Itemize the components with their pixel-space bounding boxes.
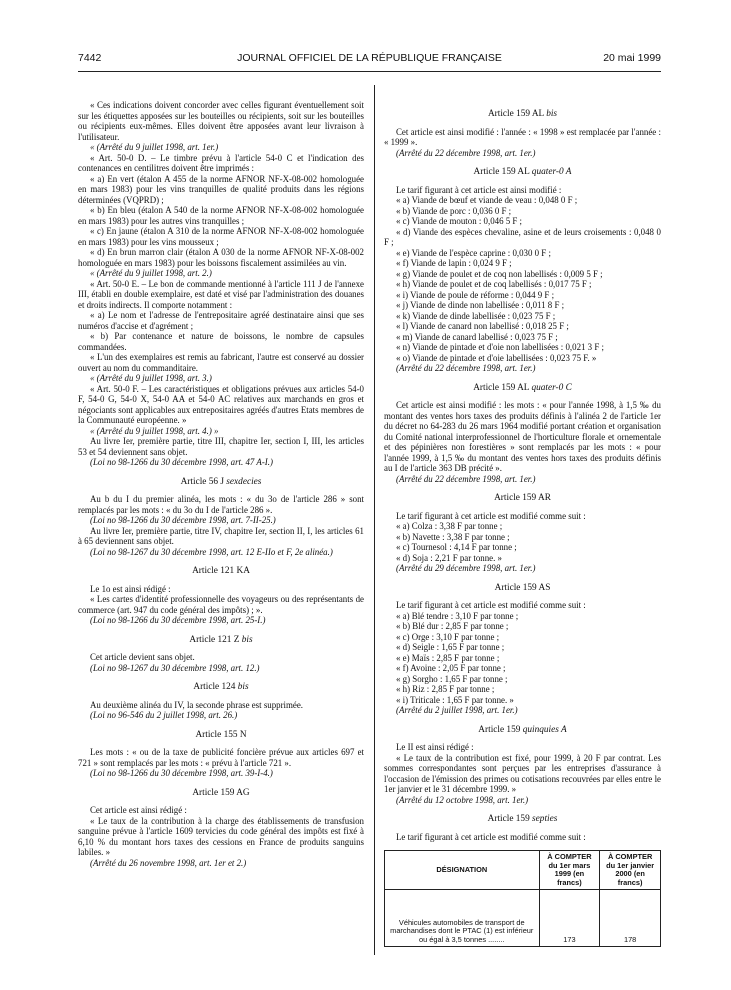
paragraph: Les mots : « ou de la taxe de publicité foncière prévue aux articles 697 et 721 » sont remplacés par les mots : « prévu à l'article 721 ». bbox=[78, 747, 364, 768]
article-heading-suffix: sexdecies bbox=[226, 476, 262, 487]
article-heading bbox=[384, 109, 661, 120]
legal-reference: (Arrêté du 22 décembre 1998, art. 1er.) bbox=[396, 363, 536, 373]
left-column bbox=[78, 100, 364, 868]
legal-reference: (Loi no 98-1266 du 30 décembre 1998, art. 25-I.) bbox=[90, 615, 266, 625]
paragraph: Le tarif figurant à cet article est modifié comme suit : bbox=[396, 510, 586, 521]
paragraph: « j) Viande de dinde non labellisée : 0,011 8 F ; bbox=[396, 300, 565, 310]
paragraph: « Le taux de la contribution est fixé, pour 1999, à 20 F par contrat. Les sommes correspondantes sont perçues par les entreprises d'assurance à l'occasion de l'émission des primes ou cotisations recouvrées par elles entre le 1er janvier et le 31 décembre 1999. » bbox=[384, 752, 661, 794]
legal-reference: « (Arrêté du 9 juillet 1998, art. 3.) bbox=[90, 373, 212, 383]
paragraph: « h) Riz : 2,85 F par tonne ; bbox=[396, 684, 495, 694]
column-divider bbox=[374, 85, 375, 955]
article-heading-suffix: quater-0 A bbox=[531, 167, 572, 177]
legal-reference: « (Arrêté du 9 juillet 1998, art. 1er.) bbox=[90, 142, 219, 152]
paragraph: « i) Viande de poule de réforme : 0,044 9 F ; bbox=[396, 289, 555, 300]
paragraph: « c) En jaune (étalon A 310 de la norme AFNOR NF-X-08-002 homologuée en mars 1983) pour les vins mousseux ; bbox=[78, 226, 364, 247]
paragraph: « o) Viande de pintade et d'oie labellisées : 0,023 75 F. » bbox=[396, 352, 597, 363]
table-row bbox=[385, 890, 661, 947]
article-heading-text: Article 159 AG bbox=[192, 787, 250, 798]
issue-date: 20 mai 1999 bbox=[603, 52, 661, 64]
paragraph: « b) Navette : 3,38 F par tonne ; bbox=[396, 531, 510, 542]
article-heading-text: Article 159 AL bbox=[473, 382, 532, 393]
paragraph: Le 1o est ainsi rédigé : bbox=[90, 583, 171, 594]
paragraph: « a) Colza : 3,38 F par tonne ; bbox=[396, 521, 503, 531]
article-heading bbox=[78, 635, 364, 646]
article-heading bbox=[78, 477, 364, 488]
article-heading-suffix: bis bbox=[546, 109, 558, 119]
paragraph: « h) Viande de poulet et de coq labellisés : 0,017 75 F ; bbox=[396, 279, 592, 289]
article-heading-text: Article 56 J bbox=[180, 476, 227, 487]
paragraph: Cet article est ainsi modifié : l'année : « 1998 » est remplacée par l'année : « 1999 ». bbox=[384, 126, 661, 147]
header-designation: DÉSIGNATION bbox=[385, 851, 540, 890]
legal-reference: (Arrêté du 29 décembre 1998, art. 1er.) bbox=[396, 563, 536, 573]
journal-title: JOURNAL OFFICIEL DE LA RÉPUBLIQUE FRANÇAISE bbox=[237, 52, 502, 64]
paragraph: « g) Sorgho : 1,65 F par tonne ; bbox=[396, 673, 508, 684]
paragraph: « i) Triticale : 1,65 F par tonne. » bbox=[396, 694, 514, 705]
page-header bbox=[78, 52, 661, 68]
article-heading bbox=[78, 730, 364, 741]
paragraph: « Art. 50-0 F. – Les caractéristiques et obligations prévues aux articles 54-0 F, 54-0 G, 54-0 X, 54-0 AA et 54-0 AC relatives aux marchands en gros et négociants sont applicables aux entrepositaires agréés d'autres Etats membres de la Communauté européenne. » bbox=[78, 383, 364, 425]
paragraph: Cet article devient sans objet. bbox=[90, 652, 195, 662]
paragraph: « a) En vert (étalon A 455 de la norme AFNOR NF-X-08-002 homologuée en mars 1983) pour les vins tranquilles de qualité produits dans les régions déterminées (VQPRD) ; bbox=[78, 173, 364, 205]
paragraph: « n) Viande de pintade et d'oie non labellisées : 0,021 3 F ; bbox=[396, 342, 604, 352]
paragraph: « b) Viande de porc : 0,036 0 F ; bbox=[396, 205, 512, 216]
paragraph: « Art. 50-0 E. – Le bon de commande mentionné à l'article 111 J de l'annexe III, établi en double exemplaire, est daté et visé par l'administration des douanes et droits indirects. Il comporte notamment : bbox=[78, 278, 364, 310]
paragraph: Cet article est ainsi modifié : les mots : « pour l'année 1998, à 1,5 ‰ du montant des ventes hors taxes des produits définis à l'alinéa 2 de l'article 1er du décret no 64-283 du 26 mars 1964 modifié portant création et organisation du Comité national interprofessionnel de l'horticulture florale et ornementale et des pépinières non forestières » sont remplacés par les mots : « pour l'année 1999, à 1,5 ‰ du montant des ventes hors taxes des produits définis au I de l'article 363 DB précité ». bbox=[384, 400, 661, 473]
article-heading-suffix: quinquies A bbox=[522, 724, 567, 735]
article-heading bbox=[78, 566, 364, 577]
right-column-text bbox=[384, 109, 661, 842]
legal-reference: (Loi no 98-1266 du 30 décembre 1998, art. 47 A-I.) bbox=[90, 457, 273, 467]
paragraph: « e) Maïs : 2,85 F par tonne ; bbox=[396, 652, 500, 663]
legal-reference: (Arrêté du 12 octobre 1998, art. 1er.) bbox=[396, 794, 529, 805]
right-column bbox=[384, 100, 661, 947]
paragraph: Le II est ainsi rédigé : bbox=[396, 742, 474, 752]
article-heading-text: Article 121 KA bbox=[192, 566, 250, 576]
article-heading-suffix: quater-0 C bbox=[531, 382, 572, 393]
paragraph: « g) Viande de poulet et de coq non labellisés : 0,009 5 F ; bbox=[396, 268, 603, 279]
paragraph: Au livre Ier, première partie, titre III, chapitre Ier, section I, III, les articles 53 et 54 deviennent sans objet. bbox=[78, 436, 364, 457]
paragraph: « Ces indications doivent concorder avec celles figurant éventuellement soit sur les étiquettes apposées sur les bouteilles ou récipients, soit sur les bouteilles ou récipients eux-mêmes. Elles doivent être apposées avant leur livraison à l'utilisateur. bbox=[78, 100, 364, 142]
paragraph: « f) Avoine : 2,05 F par tonne ; bbox=[396, 663, 506, 673]
article-heading bbox=[384, 167, 661, 178]
paragraph: « b) Par contenance et nature de boissons, le nombre de capsules commandées. bbox=[78, 331, 364, 352]
header-from-janvier-2000: À COMPTER du 1er janvier 2000 (en francs) bbox=[600, 851, 661, 890]
paragraph: « d) En brun marron clair (étalon A 030 de la norme AFNOR NF-X-08-002 homologuée en mars 1983) pour les boissons fiscalement assimilées au vin. bbox=[78, 247, 364, 268]
article-heading bbox=[384, 583, 661, 594]
article-heading-text: Article 159 bbox=[478, 724, 523, 735]
paragraph: Le tarif figurant à cet article est modifié comme suit : bbox=[396, 831, 586, 842]
paragraph: « d) Viande des espèces chevaline, asine et de leurs croisements : 0,048 0 F ; bbox=[384, 226, 661, 247]
row-designation: Véhicules automobiles de transport de marchandises dont le PTAC (1) est inférieur ou égal à 3,5 tonnes ........ bbox=[385, 890, 540, 947]
article-heading-suffix: bis bbox=[241, 634, 253, 645]
page-number: 7442 bbox=[78, 52, 102, 64]
article-heading bbox=[78, 682, 364, 693]
paragraph: « b) En bleu (étalon A 540 de la norme AFNOR NF-X-08-002 homologuée en mars 1983) pour les autres vins tranquilles ; bbox=[78, 205, 364, 226]
paragraph: Au deuxième alinéa du IV, la seconde phrase est supprimée. bbox=[90, 699, 304, 710]
paragraph: Au livre Ier, première partie, titre IV, chapitre Ier, section II, I, les articles 61 à 65 deviennent sans objet. bbox=[78, 525, 364, 546]
legal-reference: (Arrêté du 2 juillet 1998, art. 1er.) bbox=[396, 705, 518, 715]
paragraph: « f) Viande de lapin : 0,024 9 F ; bbox=[396, 258, 512, 268]
legal-reference: (Loi no 96-546 du 2 juillet 1998, art. 26.) bbox=[90, 710, 238, 720]
legal-reference: (Loi no 98-1266 du 30 décembre 1998, art. 39-I-4.) bbox=[90, 768, 273, 778]
paragraph: « L'un des exemplaires est remis au fabricant, l'autre est conservé au dossier ouvert au nom du commanditaire. bbox=[78, 352, 364, 373]
tariff-table-header bbox=[385, 851, 661, 890]
article-heading-text: Article 121 Z bbox=[189, 634, 242, 645]
paragraph: « b) Blé dur : 2,85 F par tonne ; bbox=[396, 621, 509, 631]
paragraph: « c) Orge : 3,10 F par tonne ; bbox=[396, 631, 500, 642]
legal-reference: (Arrêté du 22 décembre 1998, art. 1er.) bbox=[396, 473, 536, 484]
row-value-1999: 173 bbox=[539, 890, 600, 947]
paragraph: Cet article est ainsi rédigé : bbox=[90, 805, 187, 815]
article-heading bbox=[78, 788, 364, 799]
article-heading-text: Article 159 AL bbox=[473, 167, 532, 177]
article-heading-text: Article 159 AS bbox=[494, 582, 551, 593]
article-heading-text: Article 155 N bbox=[195, 729, 247, 740]
article-heading-suffix: septies bbox=[532, 814, 558, 824]
paragraph: « Art. 50-0 D. – Le timbre prévu à l'article 54-0 C et l'indication des contenances en centilitres doivent être imprimés : bbox=[78, 152, 364, 173]
paragraph: « k) Viande de dinde labellisée : 0,023 75 F ; bbox=[396, 310, 556, 321]
legal-reference: (Arrêté du 26 novembre 1998, art. 1er et 2.) bbox=[90, 857, 247, 868]
paragraph: Le tarif figurant à cet article est modifié comme suit : bbox=[396, 600, 586, 610]
legal-reference: « (Arrêté du 9 juillet 1998, art. 4.) » bbox=[90, 425, 219, 436]
legal-reference: (Arrêté du 22 décembre 1998, art. 1er.) bbox=[396, 147, 536, 158]
header-from-mars-1999: À COMPTER du 1er mars 1999 (en francs) bbox=[539, 851, 600, 890]
article-heading-text: Article 159 AR bbox=[494, 493, 551, 503]
article-heading bbox=[384, 493, 661, 504]
article-heading-text: Article 159 AL bbox=[487, 109, 547, 119]
paragraph: « c) Viande de mouton : 0,046 5 F ; bbox=[396, 216, 523, 226]
paragraph: Le tarif figurant à cet article est ainsi modifié : bbox=[396, 184, 562, 195]
article-heading-text: Article 159 bbox=[487, 814, 533, 824]
article-heading-suffix: bis bbox=[237, 682, 249, 692]
legal-reference: (Loi no 98-1267 du 30 décembre 1998, art. 12.) bbox=[90, 662, 260, 673]
legal-reference: (Loi no 98-1266 du 30 décembre 1998, art. 7-II-25.) bbox=[90, 515, 276, 525]
paragraph: « m) Viande de canard labellisé : 0,023 75 F ; bbox=[396, 331, 558, 342]
article-heading bbox=[384, 725, 661, 736]
article-heading bbox=[384, 383, 661, 394]
tariff-table bbox=[384, 850, 661, 947]
paragraph: Au b du I du premier alinéa, les mots : « du 3o de l'article 286 » sont remplacés par les mots : « du 3o du I de l'article 286 ». bbox=[78, 494, 364, 515]
paragraph: « e) Viande de l'espèce caprine : 0,030 0 F ; bbox=[396, 247, 551, 258]
article-heading-text: Article 124 bbox=[193, 682, 238, 692]
paragraph: « a) Viande de bœuf et viande de veau : 0,048 0 F ; bbox=[396, 195, 578, 205]
paragraph: « d) Seigle : 1,65 F par tonne ; bbox=[396, 642, 505, 652]
paragraph: « Le taux de la contribution à la charge des établissements de transfusion sanguine prévue à l'article 1609 tervicies du code général des impôts est fixé à 6,10 % du montant hors taxes des cessions en France de produits sanguins labiles. » bbox=[78, 815, 364, 857]
legal-reference: (Loi no 98-1267 du 30 décembre 1998, art. 12 E-IIo et F, 2e alinéa.) bbox=[90, 546, 333, 557]
article-heading bbox=[384, 814, 661, 825]
paragraph: « a) Le nom et l'adresse de l'entrepositaire agréé destinataire ainsi que ses numéros d'accise et d'agrément ; bbox=[78, 310, 364, 331]
legal-reference: « (Arrêté du 9 juillet 1998, art. 2.) bbox=[90, 268, 212, 278]
paragraph: « d) Soja : 2,21 F par tonne. » bbox=[396, 552, 502, 563]
header-rule bbox=[78, 71, 661, 72]
paragraph: « a) Blé tendre : 3,10 F par tonne ; bbox=[396, 610, 519, 621]
paragraph: « l) Viande de canard non labellisé : 0,018 25 F ; bbox=[396, 321, 569, 331]
row-value-2000: 178 bbox=[600, 890, 661, 947]
paragraph: « Les cartes d'identité professionnelle des voyageurs ou des représentants de commerce (art. 947 du code général des impôts) ; ». bbox=[78, 594, 364, 615]
paragraph: « c) Tournesol : 4,14 F par tonne ; bbox=[396, 542, 517, 552]
